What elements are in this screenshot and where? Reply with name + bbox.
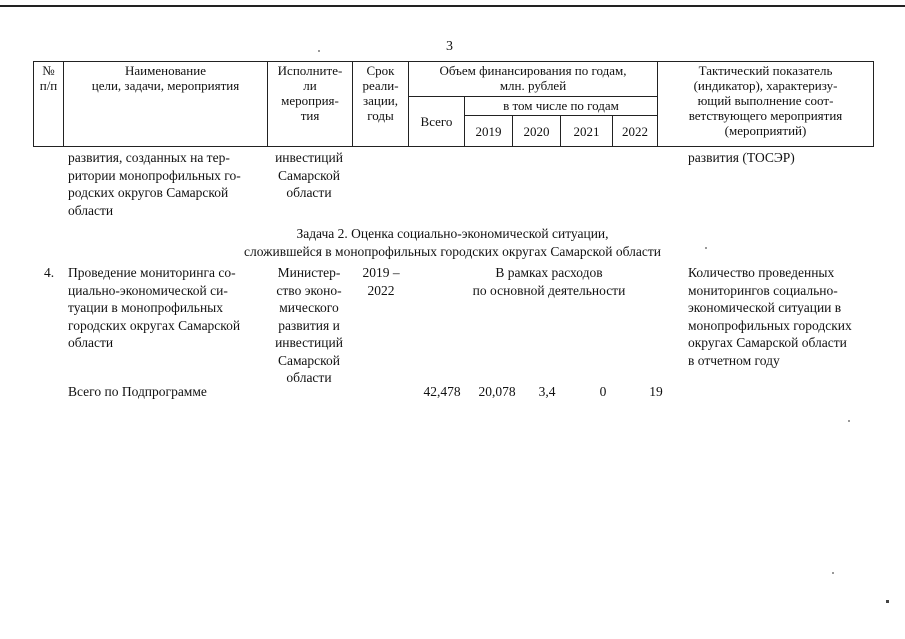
header-indicator: Тактический показатель (индикатор), характеризу- ющий выполнение соот- ветствующего мероприятия (мероприятий) xyxy=(658,62,874,147)
page-number: 3 xyxy=(446,39,453,54)
continued-row-executor: инвестиций Самарской области xyxy=(275,150,343,200)
total-row-2022: 19 xyxy=(649,384,663,399)
header-name: Наименование цели, задачи, мероприятия xyxy=(64,62,268,147)
row4-indicator: Количество проведенных мониторингов социально- экономической ситуации в монопрофильных городских округах Самарской области в отчетном году xyxy=(688,265,852,368)
scan-speck xyxy=(832,572,834,574)
continued-row-indicator: развития (ТОСЭР) xyxy=(688,150,795,165)
header-year-2022: 2022 xyxy=(613,116,658,147)
header-term: Срок реали- зации, годы xyxy=(353,62,409,147)
table-header xyxy=(33,61,874,147)
total-row-sum: 42,478 xyxy=(423,384,461,399)
scan-speck xyxy=(848,420,850,422)
total-row-2020: 3,4 xyxy=(538,384,556,399)
header-total: Всего xyxy=(409,97,465,147)
header-by-years: в том числе по годам xyxy=(465,97,658,116)
scan-speck xyxy=(705,247,707,249)
row4-name: Проведение мониторинга со- циально-экономической си- туации в монопрофильных городских округах Самарской области xyxy=(68,265,241,350)
header-executor: Исполните- ли мероприя- тия xyxy=(268,62,353,147)
total-row-label: Всего по Подпрограмме xyxy=(68,384,207,399)
page-top-border xyxy=(0,5,905,7)
header-year-2019: 2019 xyxy=(465,116,513,147)
total-row-2021: 0 xyxy=(599,384,607,399)
header-year-2020: 2020 xyxy=(513,116,561,147)
row4-term: 2019 – 2022 xyxy=(362,265,400,298)
row4-executor: Министер- ство эконо- мического развития и инвестиций Самарской области xyxy=(275,265,343,385)
continued-row-name: развития, созданных на тер- ритории монопрофильных го- родских округов Самарской области xyxy=(68,150,241,218)
total-row-2019: 20,078 xyxy=(478,384,516,399)
header-funding: Объем финансирования по годам, млн. рублей xyxy=(409,62,658,97)
header-year-2021: 2021 xyxy=(561,116,613,147)
header-num: № п/п xyxy=(34,62,64,147)
row4-funding-note: В рамках расходов по основной деятельности xyxy=(472,265,626,298)
task-heading: Задача 2. Оценка социально-экономической ситуации, сложившейся в монопрофильных городских округах Самарской области xyxy=(244,226,661,259)
scan-speck xyxy=(318,50,320,52)
scan-speck xyxy=(886,600,889,603)
row4-number: 4. xyxy=(44,265,55,280)
